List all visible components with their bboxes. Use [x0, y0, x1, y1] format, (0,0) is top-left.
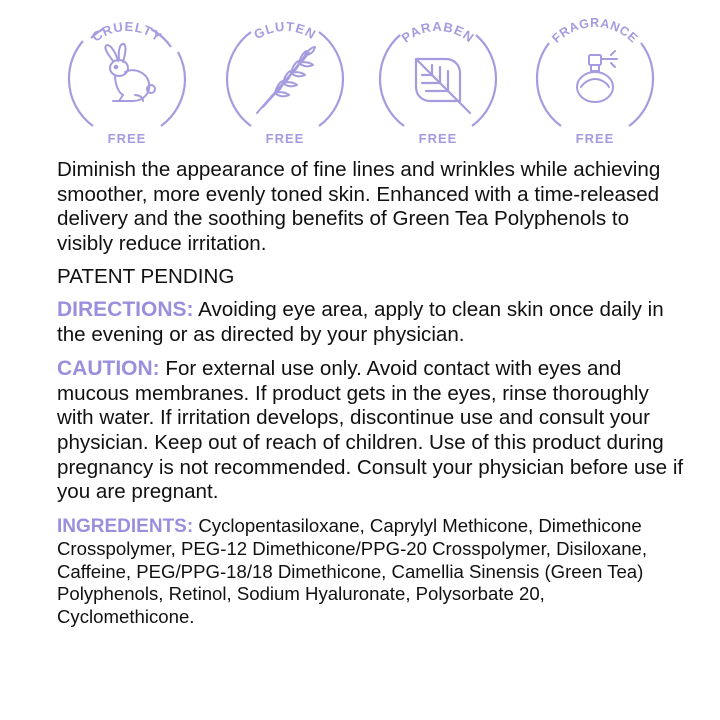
- badge-bottom-text: FREE: [265, 131, 305, 146]
- caution-label: CAUTION:: [57, 357, 160, 381]
- badge-top-text: GLUTEN: [251, 18, 319, 43]
- badge-bottom-text: FREE: [107, 131, 147, 146]
- fragrance-free-badge: [531, 15, 659, 146]
- intro-paragraph: Diminish the appearance of fine lines and wrinkles while achieving smoother, more evenly toned skin. Enhanced with a time-released delivery and the soothing benefits of Green Tea Polyphenols to visibly reduce irritation.: [57, 158, 661, 255]
- svg-text:FRAGRANCE: [549, 16, 640, 46]
- directions-text: Avoiding eye area, apply to clean skin once daily in the evening or as directed by your physician.: [57, 297, 664, 346]
- ingredients-label: INGREDIENTS:: [57, 515, 194, 537]
- svg-text:GLUTEN: [251, 19, 319, 43]
- directions-paragraph: [57, 298, 687, 347]
- leaf-icon: [416, 59, 470, 113]
- perfume-bottle-icon: [577, 51, 617, 102]
- badge-bottom-text: FREE: [575, 131, 615, 146]
- wheat-icon: [257, 47, 315, 113]
- free-from-badges: [0, 0, 720, 160]
- gluten-free-badge: [221, 15, 349, 146]
- paraben-free-badge: [374, 15, 502, 146]
- badge-top-text: CRUELTY: [89, 18, 165, 45]
- svg-text:PARABEN: [399, 19, 478, 46]
- caution-text: For external use only. Avoid contact with eyes and mucous membranes. If product gets in the eyes, rinse thoroughly with water. If irritation develops, discontinue use and consult your physician. Keep out of reach of children. Use of this product during pregnancy is not recommended. Consult your physician before use if you are pregnant.: [57, 357, 684, 504]
- rabbit-icon: [105, 44, 155, 101]
- cruelty-free-badge: [63, 15, 191, 146]
- ingredients-paragraph: [57, 515, 687, 629]
- caution-paragraph: [57, 357, 687, 505]
- patent-notice: PATENT PENDING: [57, 265, 235, 289]
- ingredients-text: Cyclopentasiloxane, Caprylyl Methicone, Dimethicone Crosspolymer, PEG-12 Dimethicone/PPG-20 Crosspolymer, Disiloxane, Caffeine, PEG/PPG-18/18 Dimethicone, Camellia Sinensis (Green Tea) Polyphenols, Retinol, Sodium Hyaluronate, Polysorbate 20, Cyclomethicone.: [57, 514, 648, 627]
- directions-label: DIRECTIONS:: [57, 297, 194, 321]
- product-description: [57, 158, 687, 628]
- badge-bottom-text: FREE: [418, 131, 458, 146]
- badge-top-text: FRAGRANCE: [549, 16, 641, 46]
- badge-top-text: PARABEN: [398, 18, 478, 46]
